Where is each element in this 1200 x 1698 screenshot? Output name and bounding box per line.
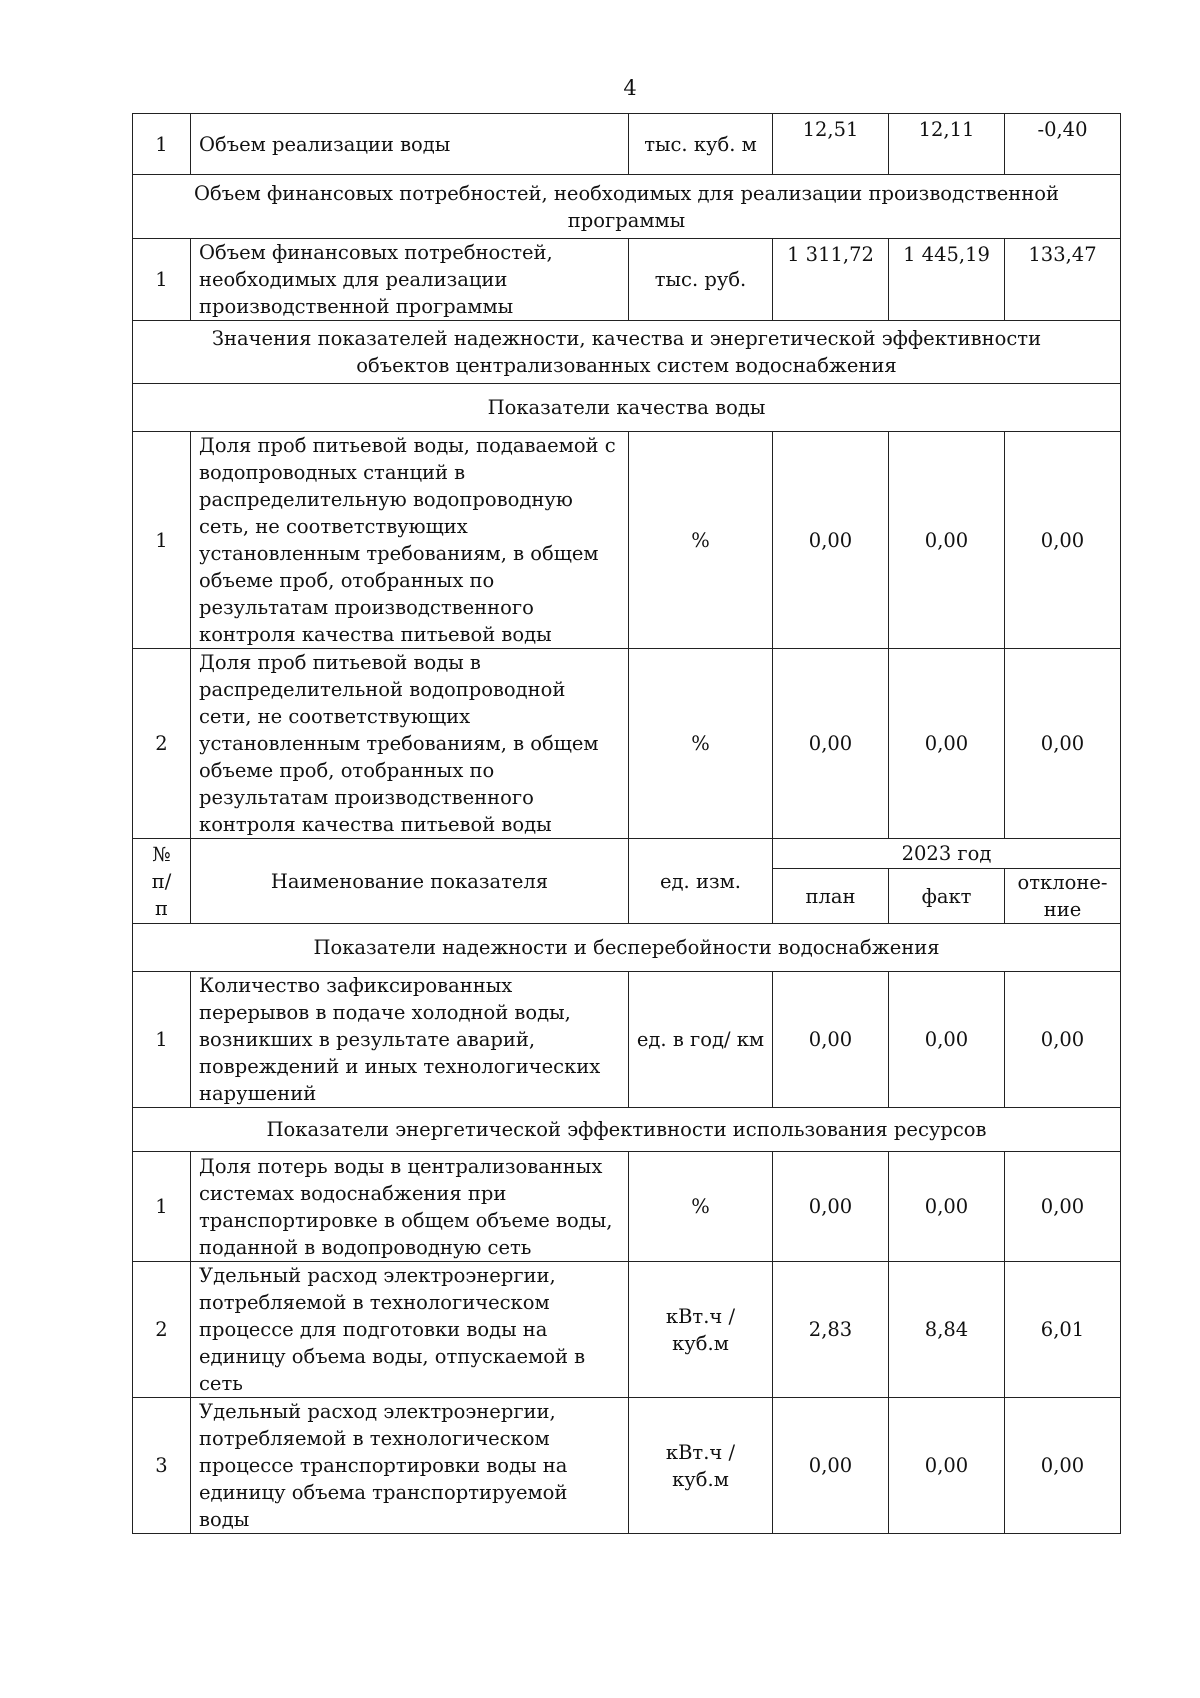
deviation-value: -0,40	[1005, 114, 1121, 175]
fact-value: 1 445,19	[889, 239, 1005, 321]
deviation-value: 0,00	[1005, 649, 1121, 839]
indicator-name: Доля проб питьевой воды, подаваемой с водопроводных станций в распределительную водопроводную сеть, не соответствующих установленным требованиям, в общем объеме проб, отобранных по результатам производственного контроля качества питьевой воды	[191, 432, 629, 649]
plan-value: 2,83	[773, 1262, 889, 1398]
unit-cell: тыс. куб. м	[629, 114, 773, 175]
deviation-value: 6,01	[1005, 1262, 1121, 1398]
unit-cell: ед. в год/ км	[629, 972, 773, 1108]
indicator-name: Удельный расход электроэнергии, потребляемой в технологическом процессе транспортировки воды на единицу объема транспортируемой воды	[191, 1398, 629, 1534]
section-row	[133, 384, 1121, 432]
section-row	[133, 1108, 1121, 1152]
section-row	[133, 924, 1121, 972]
plan-value: 0,00	[773, 432, 889, 649]
row-number: 1	[133, 239, 191, 321]
plan-value: 12,51	[773, 114, 889, 175]
deviation-value: 133,47	[1005, 239, 1121, 321]
row-number: 1	[133, 114, 191, 175]
section-row	[133, 175, 1121, 239]
fact-value: 0,00	[889, 649, 1005, 839]
row-number: 1	[133, 972, 191, 1108]
table-row	[133, 649, 1121, 839]
header-fact: факт	[889, 869, 1005, 924]
section-title: Значения показателей надежности, качества и энергетической эффективности объектов централизованных систем водоснабжения	[133, 321, 1121, 384]
indicator-name: Объем финансовых потребностей, необходимых для реализации производственной программы	[191, 239, 629, 321]
deviation-value: 0,00	[1005, 1152, 1121, 1262]
indicator-name: Удельный расход электроэнергии, потребляемой в технологическом процессе для подготовки воды на единицу объема воды, отпускаемой в сеть	[191, 1262, 629, 1398]
unit-cell: кВт.ч / куб.м	[629, 1262, 773, 1398]
plan-value: 0,00	[773, 1152, 889, 1262]
page-number: 4	[623, 76, 637, 100]
table-row	[133, 432, 1121, 649]
section-title: Объем финансовых потребностей, необходимых для реализации производственной программы	[133, 175, 1121, 239]
section-row	[133, 321, 1121, 384]
indicators-table	[132, 113, 1121, 1534]
unit-cell: кВт.ч / куб.м	[629, 1398, 773, 1534]
plan-value: 0,00	[773, 972, 889, 1108]
table-row	[133, 1152, 1121, 1262]
fact-value: 0,00	[889, 1152, 1005, 1262]
table-row	[133, 1262, 1121, 1398]
deviation-value: 0,00	[1005, 1398, 1121, 1534]
indicator-name: Доля потерь воды в централизованных системах водоснабжения при транспортировке в общем объеме воды, поданной в водопроводную сеть	[191, 1152, 629, 1262]
deviation-value: 0,00	[1005, 432, 1121, 649]
section-title: Показатели надежности и бесперебойности водоснабжения	[133, 924, 1121, 972]
row-number: 1	[133, 432, 191, 649]
row-number: 3	[133, 1398, 191, 1534]
header-row	[133, 839, 1121, 869]
fact-value: 0,00	[889, 432, 1005, 649]
indicator-name: Количество зафиксированных перерывов в подаче холодной воды, возникших в результате аварий, повреждений и иных технологических нарушений	[191, 972, 629, 1108]
fact-value: 12,11	[889, 114, 1005, 175]
unit-cell: %	[629, 1152, 773, 1262]
header-year: 2023 год	[773, 839, 1121, 869]
table-row	[133, 1398, 1121, 1534]
header-deviation: отклоне-ние	[1005, 869, 1121, 924]
plan-value: 0,00	[773, 1398, 889, 1534]
fact-value: 0,00	[889, 972, 1005, 1108]
section-title: Показатели качества воды	[133, 384, 1121, 432]
section-title: Показатели энергетической эффективности использования ресурсов	[133, 1108, 1121, 1152]
indicator-name: Доля проб питьевой воды в распределительной водопроводной сети, не соответствующих установленным требованиям, в общем объеме проб, отобранных по результатам производственного контроля качества питьевой воды	[191, 649, 629, 839]
table-row	[133, 114, 1121, 175]
plan-value: 1 311,72	[773, 239, 889, 321]
header-unit: ед. изм.	[629, 839, 773, 924]
unit-cell: %	[629, 649, 773, 839]
row-number: 2	[133, 649, 191, 839]
plan-value: 0,00	[773, 649, 889, 839]
header-plan: план	[773, 869, 889, 924]
row-number: 1	[133, 1152, 191, 1262]
header-number: № п/п	[133, 839, 191, 924]
header-name: Наименование показателя	[191, 839, 629, 924]
table-row	[133, 972, 1121, 1108]
row-number: 2	[133, 1262, 191, 1398]
fact-value: 0,00	[889, 1398, 1005, 1534]
deviation-value: 0,00	[1005, 972, 1121, 1108]
unit-cell: %	[629, 432, 773, 649]
indicator-name: Объем реализации воды	[191, 114, 629, 175]
fact-value: 8,84	[889, 1262, 1005, 1398]
table-row	[133, 239, 1121, 321]
unit-cell: тыс. руб.	[629, 239, 773, 321]
